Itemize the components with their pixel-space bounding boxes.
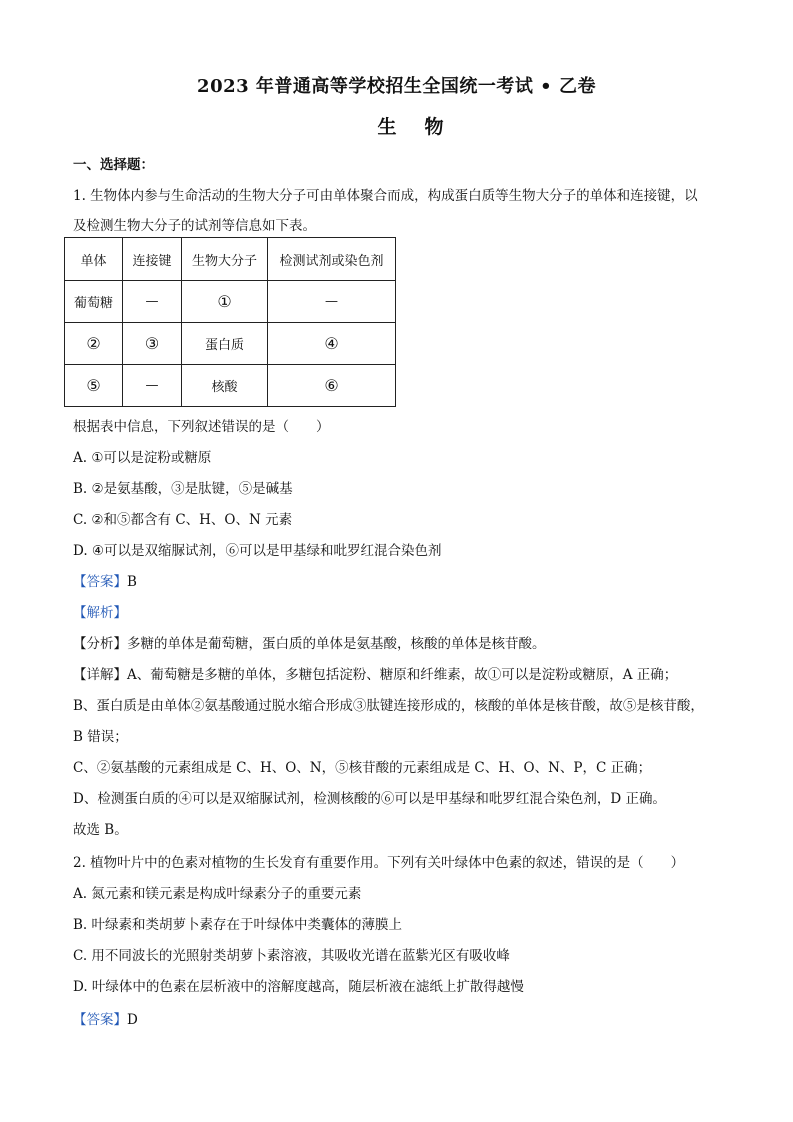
q1-stem-line1: 1. 生物体内参与生命活动的生物大分子可由单体聚合而成，构成蛋白质等生物大分子的单体和连接键，以 [73,188,698,204]
q1-option-c: C. ②和⑤都含有 C、H、O、N 元素 [73,512,293,528]
q1-stem-line2: 及检测生物大分子的试剂等信息如下表。 [73,218,316,234]
q1-detail-b2: B 错误； [73,729,128,745]
exam-title: 2023 年普通高等学校招生全国统一考试 • 乙卷 [197,76,596,97]
analysis-tag: 【解析】 [73,605,127,621]
q1-fenxi [73,632,733,652]
table-cell: 蛋白质 [182,323,268,365]
q1-answer [73,570,733,590]
table-cell: — [268,281,396,323]
answer-value: B [127,574,137,590]
detail-tag: 【详解】 [73,667,127,683]
table-header-cell: 连接键 [123,238,182,281]
q1-detail-c: C、②氨基酸的元素组成是 C、H、O、N，⑤核苷酸的元素组成是 C、H、O、N、P，C 正确； [73,760,652,776]
q1-option-a: A. ①可以是淀粉或糖原 [73,450,212,466]
q1-detail-b1: B、蛋白质是由单体②氨基酸通过脱水缩合形成③肽键连接形成的，核酸的单体是核苷酸，故⑤是核苷酸， [73,698,704,714]
q2-option-c: C. 用不同波长的光照射类胡萝卜素溶液，其吸收光谱在蓝紫光区有吸收峰 [73,948,510,964]
info-table [64,237,396,407]
table-row [65,281,396,323]
detail-a-text: A、葡萄糖是多糖的单体，多糖包括淀粉、糖原和纤维素，故①可以是淀粉或糖原，A 正确； [127,667,678,683]
subject-title: 生物 [377,116,472,138]
answer-tag: 【答案】 [73,574,127,590]
table-cell: ④ [268,323,396,365]
table-cell: — [123,281,182,323]
q2-answer [73,1008,733,1028]
section-heading: 一、选择题： [73,157,154,173]
fenxi-text: 多糖的单体是葡萄糖，蛋白质的单体是氨基酸，核酸的单体是核苷酸。 [127,636,546,652]
q1-question: 根据表中信息，下列叙述错误的是（ ） [73,419,330,435]
q2-option-d: D. 叶绿体中的色素在层析液中的溶解度越高，随层析液在滤纸上扩散得越慢 [73,979,524,995]
table-header-cell: 检测试剂或染色剂 [268,238,396,281]
table-cell: ① [182,281,268,323]
table-header-row [65,238,396,281]
q1-option-d: D. ④可以是双缩脲试剂，⑥可以是甲基绿和吡罗红混合染色剂 [73,543,442,559]
table-cell: ③ [123,323,182,365]
table-header-cell: 生物大分子 [182,238,268,281]
table-cell: ⑤ [65,365,123,407]
table-cell: — [123,365,182,407]
q2-option-a: A. 氮元素和镁元素是构成叶绿素分子的重要元素 [73,886,362,902]
table-cell: ② [65,323,123,365]
q1-conclusion: 故选 B。 [73,822,128,838]
q2-option-b: B. 叶绿素和类胡萝卜素存在于叶绿体中类囊体的薄膜上 [73,917,403,933]
table-header-cell: 单体 [65,238,123,281]
table-row [65,365,396,407]
fenxi-tag: 【分析】 [73,636,127,652]
q1-option-b: B. ②是氨基酸，③是肽键，⑤是碱基 [73,481,293,497]
table-cell: 核酸 [182,365,268,407]
answer-tag: 【答案】 [73,1012,127,1028]
table-cell: ⑥ [268,365,396,407]
q2-stem: 2. 植物叶片中的色素对植物的生长发育有重要作用。下列有关叶绿体中色素的叙述，错误的是（ ） [73,855,685,871]
answer-value: D [127,1012,138,1028]
q1-analysis [73,601,733,621]
table-cell: 葡萄糖 [65,281,123,323]
q1-detail-a [73,663,733,683]
table-row [65,323,396,365]
q1-detail-d: D、检测蛋白质的④可以是双缩脲试剂，检测核酸的⑥可以是甲基绿和吡罗红混合染色剂，D 正确。 [73,791,666,807]
